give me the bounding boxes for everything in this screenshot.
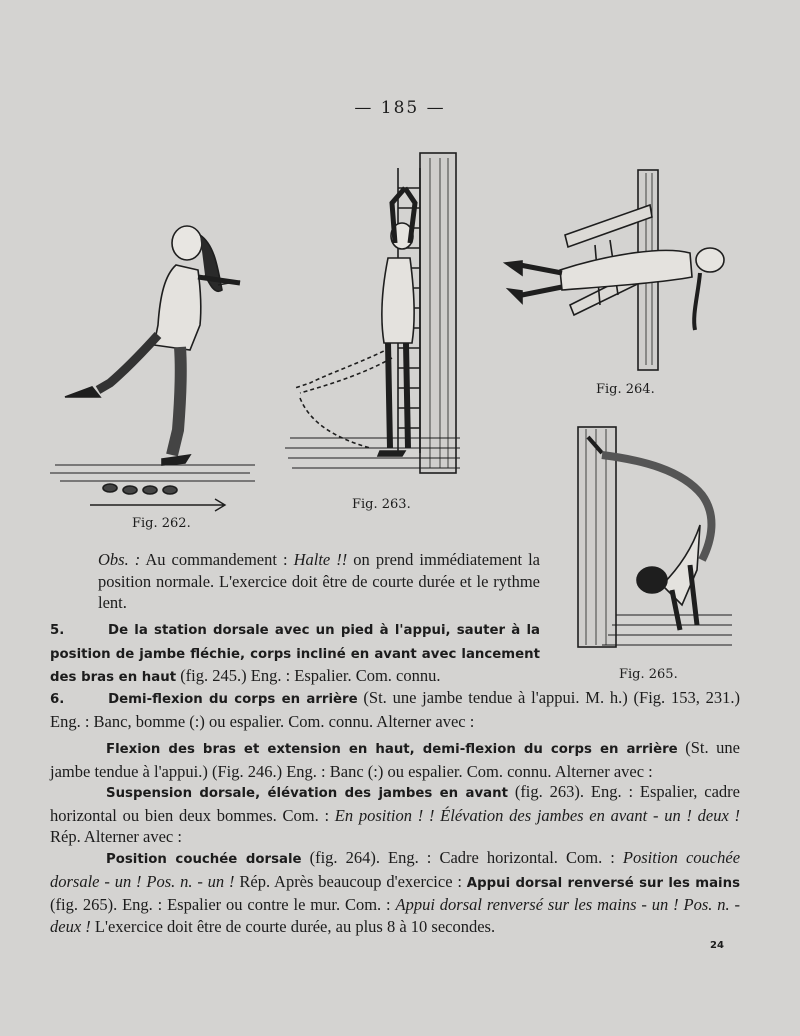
item-6-title: Demi-flexion du corps en arrière — [108, 692, 358, 707]
item-5-number: 5. — [50, 623, 65, 638]
flexion-paragraph: Flexion des bras et extension en haut, demi-flexion du corps en arrière (St. une jambe tendue à l'appui.) (Fig. 246.) Eng. : Banc (:) ou espalier. Com. connu. Alterner avec : — [50, 738, 740, 781]
item-6-number: 6. — [50, 692, 65, 707]
figure-265-caption: Fig. 265. — [619, 667, 678, 682]
figure-263-caption: Fig. 263. — [352, 497, 411, 512]
item-5-paragraph: 5. De la station dorsale avec un pied à l'appui, sauter à la position de jambe fléchie, corps incliné en avant avec lancement des bras en haut (fig. 245.) Eng. : Espalier. Com. connu. — [50, 623, 540, 685]
suspension-paragraph: Suspension dorsale, élévation des jambes en avant (fig. 263). Eng. : Espalier, cadre horizontal ou bien deux bommes. Com. : En position ! ! Élévation des jambes en avant - un ! deux ! Rép. Alterner avec : — [50, 782, 740, 846]
obs-label: Obs. : — [98, 550, 141, 569]
signature-mark: 24 — [710, 940, 724, 951]
figure-263-illustration — [280, 148, 470, 488]
figure-264-illustration — [500, 165, 740, 380]
figure-264-caption: Fig. 264. — [596, 382, 655, 397]
item-5-title: De la station dorsale avec un pied à l'appui, sauter à la position de jambe fléchie, corps incliné en avant avec lancement des bras en haut — [50, 623, 540, 685]
figure-262-caption: Fig. 262. — [132, 516, 191, 531]
figure-262-illustration — [50, 215, 260, 515]
page-number: — 185 — — [354, 98, 446, 118]
position-paragraph: Position couchée dorsale (fig. 264). Eng. : Cadre horizontal. Com. : Position couchée dorsale - un ! Pos. n. - un ! Rép. Après beaucoup d'exercice : Appui dorsal renversé sur les mains (fig. 265). Eng. : Espalier ou contre le mur. Com. : Appui dorsal renversé sur les mains - un ! Pos. n. - deux ! L'exercice doit être de courte durée, au plus 8 à 10 secondes. — [50, 848, 741, 936]
item-6-paragraph: 6. Demi-flexion du corps en arrière (St. une jambe tendue à l'appui. M. h.) (Fig. 153, 231.) Eng. : Banc, bomme (:) ou espalier. Com. connu. Alterner avec : — [50, 688, 740, 731]
obs-paragraph: Obs. : Au commandement : Halte !! on prend immédiatement la position normale. L'exercice doit être de courte durée et le rythme lent. — [98, 550, 541, 612]
figure-265-illustration — [572, 425, 734, 655]
